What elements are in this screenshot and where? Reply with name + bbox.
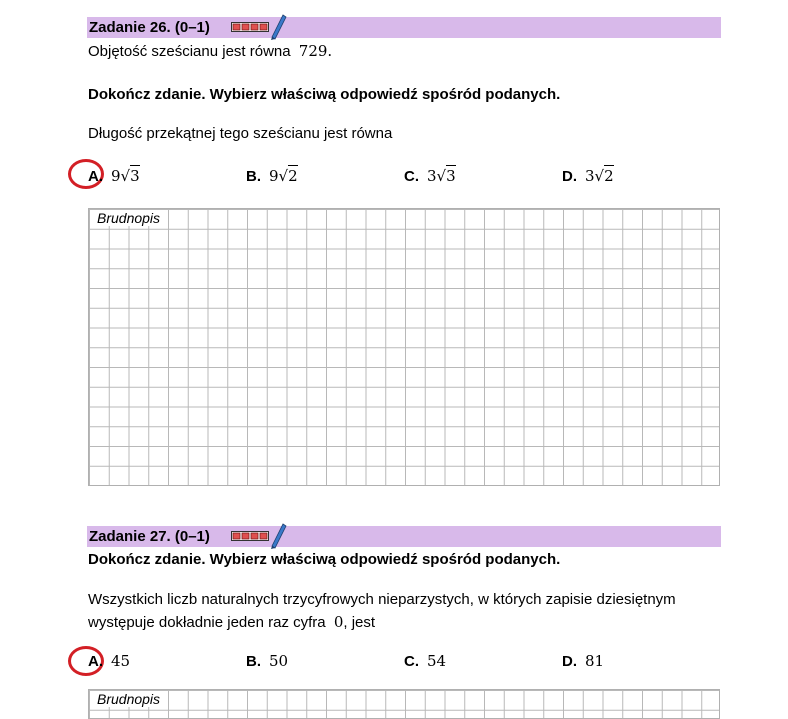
option-coef: 3 (427, 167, 437, 185)
option-coef: 9 (269, 167, 279, 185)
task26-option-d[interactable] (562, 165, 614, 185)
option-letter: B. (246, 653, 261, 670)
option-radicand: 2 (288, 167, 298, 185)
scratch-grid[interactable] (88, 208, 720, 486)
task27-option-a[interactable] (88, 652, 130, 670)
task27-question-digit: 0 (333, 613, 344, 631)
task26-intro-end: . (327, 42, 333, 60)
scratch-label: Brudnopis (91, 691, 166, 707)
task27-title: Zadanie 27. (0–1) (89, 528, 210, 545)
option-coef: 9 (111, 167, 121, 185)
task26-question: Długość przekątnej tego sześcianu jest równa (88, 125, 393, 142)
task27-question-line2 (88, 613, 375, 631)
option-value: 45 (111, 652, 131, 670)
option-letter: D. (562, 653, 577, 670)
pencil-icon (231, 13, 287, 41)
pencil-icon (231, 522, 287, 550)
scratch-grid[interactable] (88, 689, 720, 719)
option-radicand: 3 (446, 167, 456, 185)
task27-question-end: , jest (343, 614, 376, 631)
option-letter: A. (88, 653, 103, 670)
task26-instruction: Dokończ zdanie. Wybierz właściwą odpowiedź spośród podanych. (88, 86, 561, 103)
option-radicand: 3 (130, 167, 140, 185)
task26-intro-text: Objętość sześcianu jest równa (88, 43, 291, 60)
task27-question-start: występuje dokładnie jeden raz cyfra (88, 614, 326, 631)
option-letter: D. (562, 168, 577, 185)
sqrt-symbol: √ (594, 167, 605, 185)
option-letter: B. (246, 168, 261, 185)
task27-option-d[interactable] (562, 652, 604, 670)
option-value: 81 (585, 652, 605, 670)
option-letter: A. (88, 168, 103, 185)
task26-option-b[interactable] (246, 165, 298, 185)
task27-option-c[interactable] (404, 652, 446, 670)
option-letter: C. (404, 653, 419, 670)
task27-option-b[interactable] (246, 652, 288, 670)
task26-title: Zadanie 26. (0–1) (89, 19, 210, 36)
task26-intro (88, 42, 332, 60)
option-value: 50 (269, 652, 289, 670)
sqrt-symbol: √ (278, 167, 289, 185)
task26-option-c[interactable] (404, 165, 456, 185)
sqrt-symbol: √ (120, 167, 131, 185)
scratch-label: Brudnopis (91, 210, 166, 226)
task27-question-line1: Wszystkich liczb naturalnych trzycyfrowych nieparzystych, w których zapisie dziesiętnym (88, 591, 676, 608)
option-coef: 3 (585, 167, 595, 185)
option-radicand: 2 (604, 167, 614, 185)
task26-option-a[interactable] (88, 165, 140, 185)
option-value: 54 (427, 652, 447, 670)
task27-header (87, 526, 721, 547)
task26-header (87, 17, 721, 38)
task26-intro-value: 729 (298, 42, 328, 60)
sqrt-symbol: √ (436, 167, 447, 185)
task27-instruction: Dokończ zdanie. Wybierz właściwą odpowiedź spośród podanych. (88, 551, 561, 568)
option-letter: C. (404, 168, 419, 185)
